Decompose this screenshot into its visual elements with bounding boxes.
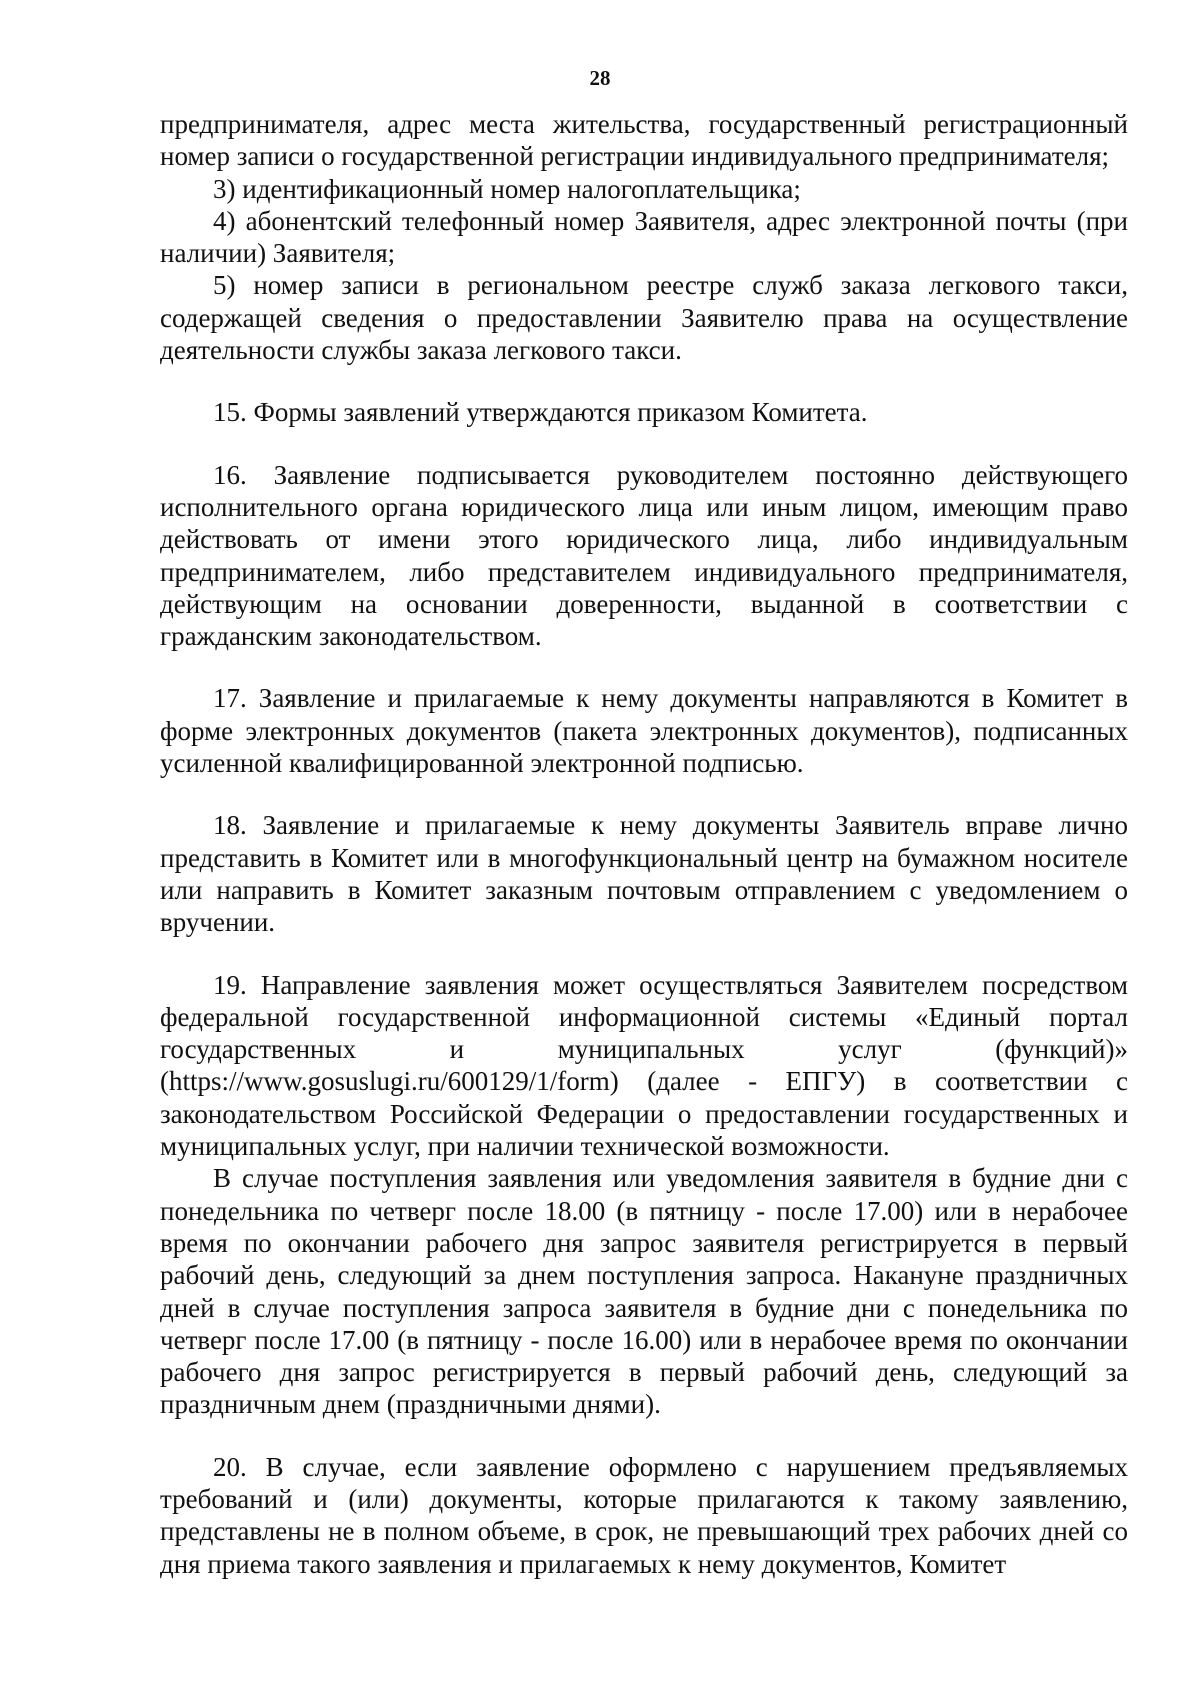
page-number: 28	[589, 66, 611, 90]
paragraph-continuation: предпринимателя, адрес места жительства, государственный регистрационный номер записи о государственной регистрации индивидуального предпринимателя;	[160, 109, 1128, 172]
paragraph-16: 16. Заявление подписывается руководителем постоянно действующего исполнительного органа юридического лица или иным лицом, имеющим право действовать от имени этого юридического лица, либо индивидуальным предпринимателем, либо представителем индивидуального предпринимателя, действующим на основании доверенности, выданной в соответствии с гражданским законодательством.	[160, 459, 1128, 652]
paragraph-item-5: 5) номер записи в региональном реестре служб заказа легкового такси, содержащей сведения о предоставлении Заявителю права на осуществление деятельности службы заказа легкового такси.	[160, 270, 1128, 366]
paragraph-18: 18. Заявление и прилагаемые к нему документы Заявитель вправе лично представить в Комитет или в многофункциональный центр на бумажном носителе или направить в Комитет заказным почтовым отправлением с уведомлением о вручении.	[160, 810, 1128, 938]
paragraph-item-3: 3) идентификационный номер налогоплательщика;	[213, 173, 801, 204]
paragraph-item-4: 4) абонентский телефонный номер Заявителя, адрес электронной почты (при наличии) Заявителя;	[160, 205, 1128, 269]
paragraph-15: 15. Формы заявлений утверждаются приказом Комитета.	[213, 397, 868, 428]
document-body	[160, 108, 1128, 1580]
paragraph-17: 17. Заявление и прилагаемые к нему документы направляются в Комитет в форме электронных документов (пакета электронных документов), подписанных усиленной квалифицированной электронной подписью.	[160, 683, 1128, 779]
paragraph-19: 19. Направление заявления может осуществляться Заявителем посредством федеральной государственной информационной системы «Единый портал государственных и муниципальных услуг (функций)» (https://www.gosuslugi.ru/600129/1/form) (далее - ЕПГУ) в соответствии с законодательством Российской Федерации о предоставлении государственных и муниципальных услуг, при наличии технической возможности.	[160, 969, 1128, 1162]
paragraph-19-continued: В случае поступления заявления или уведомления заявителя в будние дни с понедельника по четверг после 18.00 (в пятницу - после 17.00) или в нерабочее время по окончании рабочего дня запрос заявителя регистрируется в первый рабочий день, следующий за днем поступления запроса. Накануне праздничных дней в случае поступления запроса заявителя в будние дни с понедельника по четверг после 17.00 (в пятницу - после 16.00) или в нерабочее время по окончании рабочего дня запрос регистрируется в первый рабочий день, следующий за праздничным днем (праздничными днями).	[160, 1163, 1128, 1420]
paragraph-20: 20. В случае, если заявление оформлено с нарушением предъявляемых требований и (или) документы, которые прилагаются к такому заявлению, представлены не в полном объеме, в срок, не превышающий трех рабочих дней со дня приема такого заявления и прилагаемых к нему документов, Комитет	[160, 1451, 1128, 1579]
